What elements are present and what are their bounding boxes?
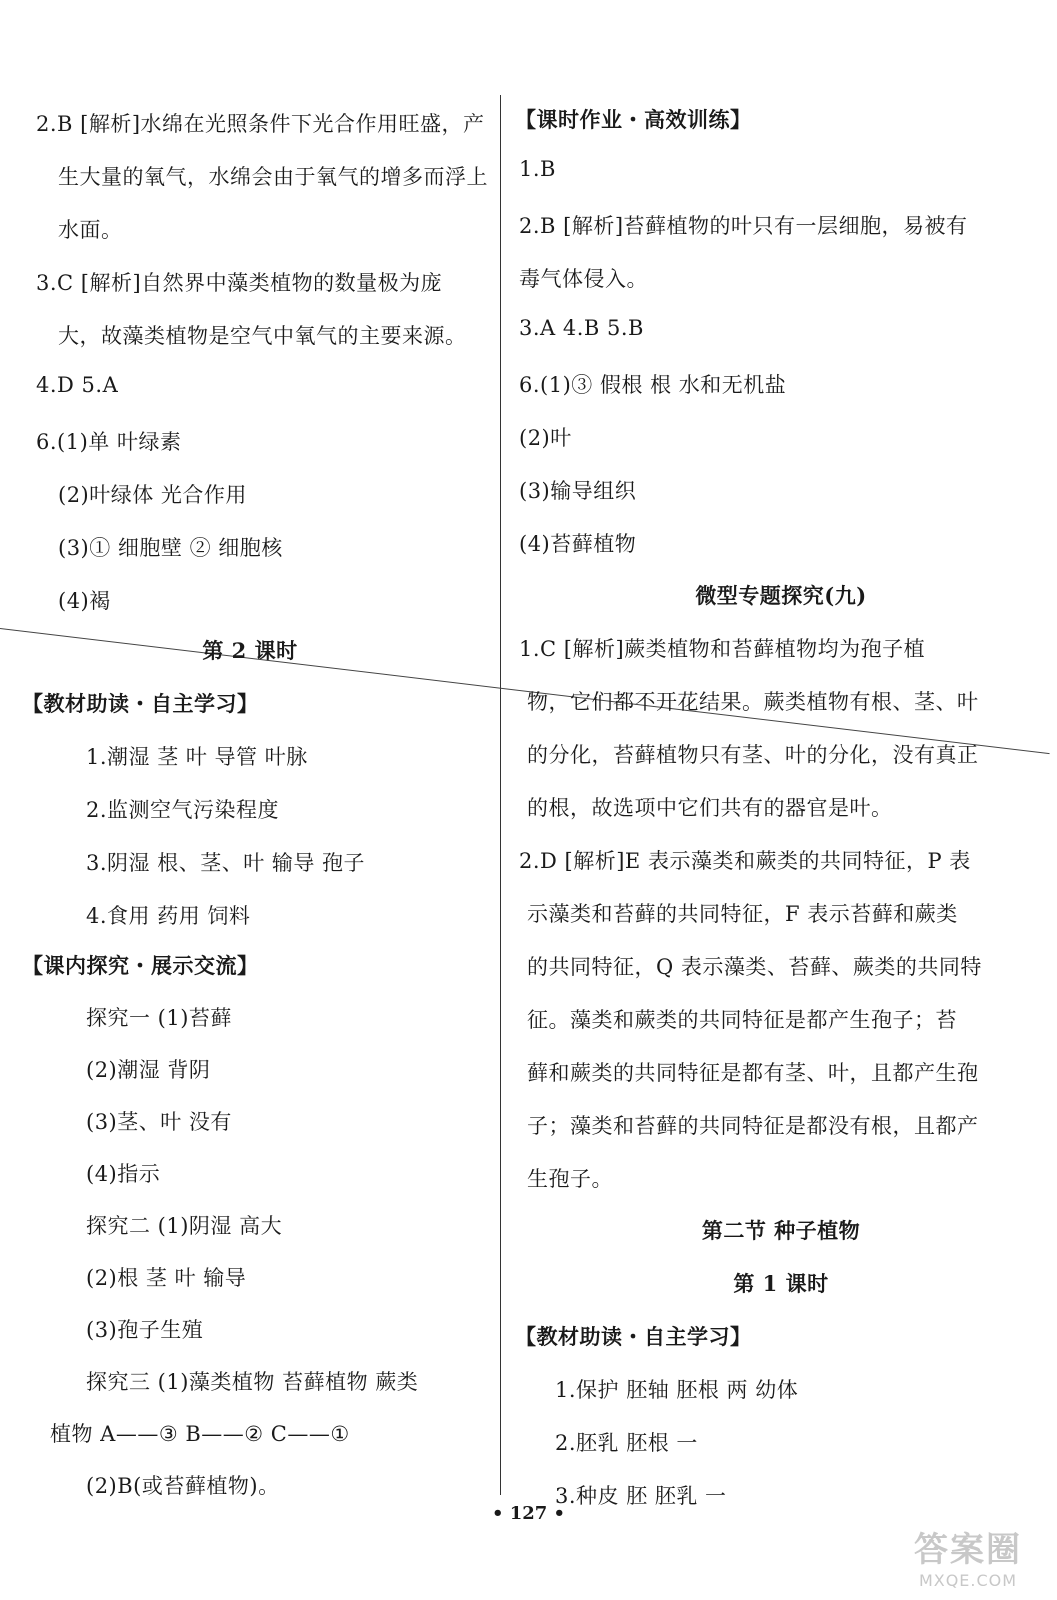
answer-line: 4.D 5.A [36,373,119,397]
answer-line: 3.种皮 胚 胚乳 一 [555,1484,727,1508]
answer-line: 1.潮湿 茎 叶 导管 叶脉 [86,745,308,769]
answer-line: (3)孢子生殖 [86,1318,204,1342]
watermark [893,1522,1043,1592]
answer-line: (3)茎、叶 没有 [86,1110,232,1134]
answer-line: 2.监测空气污染程度 [86,798,280,822]
answer-line: 大，故藻类植物是空气中氧气的主要来源。 [58,324,467,348]
answer-line: 水面。 [58,218,123,242]
answer-line: 1.保护 胚轴 胚根 两 幼体 [555,1378,799,1402]
page-number: • 127 • [491,1503,566,1524]
section-heading: 【教材助读・自主学习】 [22,691,259,716]
answer-line: 2.B [解析]苔藓植物的叶只有一层细胞，易被有 [519,214,968,238]
answer-line: 探究一 (1)苔藓 [86,1006,232,1030]
answer-line: 毒气体侵入。 [519,267,648,291]
answer-line: (2)根 茎 叶 输导 [86,1266,247,1290]
answer-line: 的共同特征，Q 表示藻类、苔藓、蕨类的共同特 [527,955,982,979]
chapter-heading: 第二节 种子植物 [701,1218,861,1243]
section-heading: 【课内探究・展示交流】 [22,953,259,978]
answer-line: (4)指示 [86,1162,161,1186]
watermark-url: MXQE.COM [918,1571,1018,1590]
answer-line: (4)苔藓植物 [519,532,637,556]
answer-line: 的根，故选项中它们共有的器官是叶。 [527,796,893,820]
answer-line: 的分化，苔藓植物只有茎、叶的分化，没有真正 [527,743,979,767]
topic-heading: 微型专题探究(九) [695,583,867,608]
answer-line: 生大量的氧气，水绵会由于氧气的增多而浮上 [58,165,488,189]
answer-line: 3.A 4.B 5.B [519,316,644,340]
answer-line: 示藻类和苔藓的共同特征，F 表示苔藓和蕨类 [527,902,958,926]
answer-line: 1.C [解析]蕨类植物和苔藓植物均为孢子植 [519,637,926,661]
answer-line: 3.C [解析]自然界中藻类植物的数量极为庞 [36,271,443,295]
answer-line: 6.(1)单 叶绿素 [36,430,182,454]
section-heading: 【课时作业・高效训练】 [515,107,752,132]
answer-line: 3.阴湿 根、茎、叶 输导 孢子 [86,851,366,875]
answer-line: (2)叶 [519,426,572,450]
answer-line: (2)叶绿体 光合作用 [58,483,247,507]
answer-line: 探究二 (1)阴湿 高大 [86,1214,283,1238]
answer-line: (3)输导组织 [519,479,637,503]
answer-line: 4.食用 药用 饲料 [86,904,251,928]
answer-line: (2)潮湿 背阴 [86,1058,211,1082]
answer-line: 1.B [519,157,556,181]
answer-line: 征。藻类和蕨类的共同特征是都产生孢子；苔 [527,1008,957,1032]
answer-line: 2.胚乳 胚根 一 [555,1431,698,1455]
answer-line: (3)① 细胞壁 ② 细胞核 [58,536,283,560]
column-divider [500,95,501,1495]
answer-line: (2)B(或苔藓植物)。 [86,1474,280,1498]
answer-line: 子；藻类和苔藓的共同特征是都没有根，且都产 [527,1114,979,1138]
answer-line: 2.B [解析]水绵在光照条件下光合作用旺盛，产 [36,112,485,136]
answer-line: 物，它们都不开花结果。蕨类植物有根、茎、叶 [527,690,979,714]
answer-line: 6.(1)③ 假根 根 水和无机盐 [519,373,787,397]
watermark-logo-text: 答案圈 [914,1530,1022,1570]
answer-line: (4)褐 [58,589,111,613]
answer-line: 生孢子。 [527,1167,613,1191]
lesson-heading: 第 1 课时 [733,1271,829,1296]
lesson-heading: 第 2 课时 [202,638,298,663]
answer-line: 2.D [解析]E 表示藻类和蕨类的共同特征，P 表 [519,849,971,873]
answer-line: 探究三 (1)藻类植物 苔藓植物 蕨类 [86,1370,419,1394]
answer-line: 植物 A——③ B——② C——① [50,1422,350,1446]
answer-line: 藓和蕨类的共同特征是都有茎、叶，且都产生孢 [527,1061,979,1085]
section-heading: 【教材助读・自主学习】 [515,1324,752,1349]
